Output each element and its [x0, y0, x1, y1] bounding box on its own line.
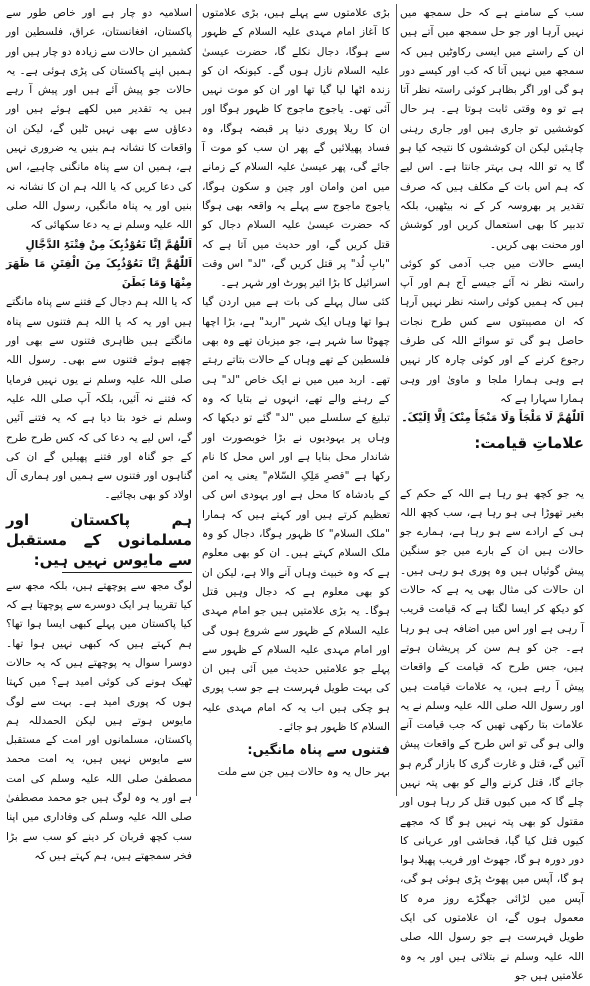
arabic-supplication: اَللّٰھُمَّ اِنَّا نَعُوْذُبِکَ مِنَ الْفِتَنِ مَا ظَھَرَ مِنْھَا وَمَا بَطَنَ — [6, 257, 192, 290]
right-column — [400, 4, 584, 982]
column-divider — [196, 4, 197, 796]
left-column — [6, 4, 192, 862]
section-heading: فتنوں سے پناہ مانگیں: — [247, 743, 390, 759]
arabic-supplication: اَللّٰھُمَّ اِنَّا نَعُوْذُبِکَ مِنْ فِتْنَۃِ الدَّجَّالِ — [25, 238, 192, 251]
paragraph: ایسے حالات میں جب آدمی کو کوئی راستہ نظر نہ آئے جیسے آج ہم اور آپ ہیں کہ ہمیں کوئی راستہ نظر نہیں آرہا کہ ان مصیبتوں سے کس طرح نجات حاصل ہو گی تو سوائے اللہ کی طرف رجوع کرنے کے اور کوئی چارہ کار نہیں ہے وہی ہمارا ملجا و ماویٰ اور وہی ہمارا سہارا ہے کہ — [400, 257, 584, 405]
column-divider — [396, 4, 397, 796]
heading-underline — [62, 572, 192, 573]
arabic-supplication: اَللّٰھُمَّ لَا مَلْجَأَ وَلَا مَنْجَأَ مِنْکَ اِلَّا اِلَیْکَ۔ — [401, 412, 584, 425]
spacer — [400, 455, 584, 485]
paragraph: بہر حال یہ وہ حالات ہیں جن سے ملت — [217, 766, 390, 779]
paragraph: کہ یا اللہ ہم دجال کے فتنے سے پناہ مانگتے ہیں اور یہ کہ یا اللہ ہم فتنوں سے پناہ مانگتے ہیں ظاہری فتنوں سے بھی اور چھپے ہوئے فتنوں سے بھی۔ رسول اللہ صلی اللہ علیہ وسلم نے یوں نہیں فرمایا کہ فتنے نہ آئیں، بلکہ آپ صلی اللہ علیہ وسلم نے خود بتا دیا ہے کہ یہ فتنے آئیں گے، اس لیے یہ دعا کی کہ کس طرح طرح کے جو گناہ اور فتنے پھیلیں گے ان کی گناہوں اور فتنوں سے ہمیں اور ہماری آل اولاد کو بھی بچائیے۔ — [6, 296, 192, 502]
paragraph: کئی سال پہلے کی بات ہے میں اردن گیا ہوا تھا وہاں ایک شہر "اربد" ہے، بڑا اچھا چھوٹا سا شہر ہے، جو میزبان تھے وہ بھی فلسطین کے تھے وہاں کے حالات بتاتے رہتے تھے۔ اربد میں میں نے ایک خاص "لد" ہی کے رہنے والے تھے، انہوں نے بتایا کہ وہ تبلیغ کے سلسلے میں "لد" گئے تو دیکھا کہ وہاں پر یہودیوں نے بڑا خوبصورت اور شاندار محل بنایا ہے اور اس محل کا نام رکھا ہے "قصرِ مَلِکِ السّلام" یعنی یہ امن کے بادشاہ کا محل ہے اور یہودی اس کی تعظیم کرتے ہیں اور کہتے ہیں کہ ہمارا "ملک السلام" کا ظہور ہوگا، دجال کو وہ ملک السلام کہتے ہیں۔ ان کو بھی معلوم ہے کہ وہ خبیث وہاں آنے والا ہے، لیکن ان کو بھی معلوم ہے کہ دجال وہیں قتل ہوگا۔ یہ بڑی علامتیں ہیں جو امام مہدی علیہ السلام کے ظہور سے شروع ہوں گی اور امام مہدی علیہ السلام کے ظہور سے پہلے جو علامتیں حدیث میں آئی ہیں ان کی بہت طویل فہرست ہے جو سب پوری ہو چکی ہیں اب یہ کہ امام مہدی علیہ السلام کا ظہور ہو جائے۔ — [202, 296, 390, 733]
section-heading: علاماتِ قیامت: — [474, 433, 584, 452]
paragraph: سب کے سامنے ہے کہ حل سمجھ میں نہیں آرہا اور جو حل سمجھ میں آتے ہیں ان کے راستے میں ایسی رکاوٹیں ہیں کہ سمجھ میں نہیں آتا کہ کب اور کیسے دور ہو گی اور اگر بظاہر کوئی راستہ نظر آتا ہے تو وہ وقتی ثابت ہوتا ہے۔ ہر حال کوششیں تو جاری ہیں اور جاری رہنی چاہئیں لیکن ان کوششوں کا نتیجہ کیا ہو گا یہ تو اللہ ہی بہتر جانتا ہے۔ اس لیے کہ ہم اس بات کے مکلف ہیں کہ صرف تقدیر پر بھروسہ کر کے نہ بیٹھیں، بلکہ تدبیر کا بھی استعمال کریں اور کوشش اور محنت بھی کریں۔ — [400, 7, 584, 251]
middle-column — [202, 4, 390, 796]
paragraph: بڑی علامتوں سے پہلے ہیں، بڑی علامتوں کا آغاز امام مہدی علیہ السلام کے ظہور سے ہوگا، دجال نکلے گا، حضرت عیسیٰ علیہ السلام نازل ہوں گے۔ کیونکہ ان کو زندہ اٹھا لیا گیا تھا اور ان کو موت نہیں آئی تھی۔ یاجوج ماجوج کا ظہور ہوگا اور ان کا ریلا پوری دنیا پر قبضہ ہوگا، وہ فساد پھیلائیں گے پھر ان سب کو موت آ جائے گی، پھر عیسیٰ علیہ السلام کے زمانے میں امن وامان اور چین و سکون ہوگا، یاجوج ماجوج سے پہلے یہ واقعہ بھی ہوگا کہ حضرت عیسیٰ علیہ السلام دجال کو قتل کریں گے، اور حدیث میں آتا ہے کہ "بابِ لُد" پر قتل کریں گے، "لد" اس وقت اسرائیل کا بڑا ائیر پورٹ اور شہر ہے۔ — [202, 7, 390, 290]
section-heading: ہم پاکستان اور مسلمانوں کے مستقبل سے مایوس نہیں ہیں: — [6, 510, 192, 569]
paragraph: لوگ مجھ سے پوچھتے ہیں، بلکہ مجھ سے کیا تقریبا ہر ایک دوسرے سے پوچھتا ہے کہ کیا پاکستان میں پہلے کبھی ایسا ہوا تھا؟ ہم کہتے ہیں کہ کبھی نہیں ہوا تھا۔ دوسرا سوال یہ پوچھتے ہیں کہ یہ حالات ٹھیک ہونے کی کوئی امید ہے؟ میں کہتا ہوں کہ پوری امید ہے۔ بہت سے لوگ مایوس ہوتے ہیں لیکن الحمدللہ ہم پاکستان، مسلمانوں اور امت کے مستقبل سے مایوس نہیں ہیں، یہ امت محمد مصطفیٰ صلی اللہ علیہ وسلم کی امت ہے اور یہ وہ لوگ ہیں جو محمد مصطفیٰ صلی اللہ علیہ وسلم کی وفاداری میں اپنا سب کچھ قربان کر دینے کو سب سے بڑا فخر سمجھتے ہیں، ہم کہتے ہیں کہ — [6, 579, 192, 862]
paragraph: یہ جو کچھ ہو رہا ہے اللہ کے حکم کے بغیر تھوڑا ہی ہو رہا ہے، سب کچھ اللہ ہی کے ارادے سے ہو رہا ہے، ہمارے جو حالات ہیں ان کے بارے میں جو سنگین پیش گوئیاں ہیں وہ پوری ہو رہی ہیں۔ ان حالات کی مثال بھی یہ ہے کہ حالات کو دیکھ کر ایسا لگتا ہے کہ قیامت قریب آ رہی ہے اور اس میں اضافہ ہی ہو رہا ہے۔ جن کو ہم سن کر پریشان ہوتے ہیں، جس طرح کہ قیامت کے واقعات پیش آ رہے ہیں، یہ علامات قیامت ہیں اور رسول اللہ صلی اللہ علیہ وسلم نے یہ علامات بتا رکھی تھیں کہ جب قیامت آنے والی ہو گی تو اس طرح کے واقعات پیش آئیں گے، قتل و غارت گری کا بازار گرم ہو جائے گا، قتل کرنے والے کو بھی پتہ نہیں چلے گا کہ میں کیوں قتل کر رہا ہوں اور مقتول کو بھی پتہ نہیں ہو گا کہ مجھے کیوں قتل کیا گیا، فحاشی اور عریانی کا دور دورہ ہو گا، جھوٹ اور فریب پھیلا ہوا ہو گا، آپس میں پھوٹ پڑی ہوئی ہو گی، آپس میں لڑائی جھگڑے روز مرہ کا معمول ہوں گے، ان علامتوں کی ایک طویل فہرست ہے جو رسول اللہ صلی اللہ علیہ وسلم نے بتلائی ہیں اور یہ وہ علامتیں ہیں جو — [400, 487, 584, 982]
paragraph: اسلامیہ دو چار ہے اور خاص طور سے پاکستان، افغانستان، عراق، فلسطین اور کشمیر ان حالات سے زیادہ دو چار ہیں اور ہمیں اپنے پاکستان کی پڑی ہوئی ہے۔ یہ حالات جو پیش آئے ہیں اور پیش آ رہے ہیں یہ تقدیر میں لکھے ہوئے ہیں اور دعاؤں سے بھی نہیں ٹلیں گے، لیکن ان واقعات کا نشانہ ہم بنیں یہ ضروری نہیں ہے، ہمیں ان سے پناہ مانگنی چاہیے، اس کی دعا کریں کہ یا اللہ ہم ان کا نشانہ نہ بنیں اور یہ پناہ مانگیں، رسول اللہ صلی اللہ علیہ وسلم نے یہ دعا سکھائی کہ — [6, 7, 192, 232]
